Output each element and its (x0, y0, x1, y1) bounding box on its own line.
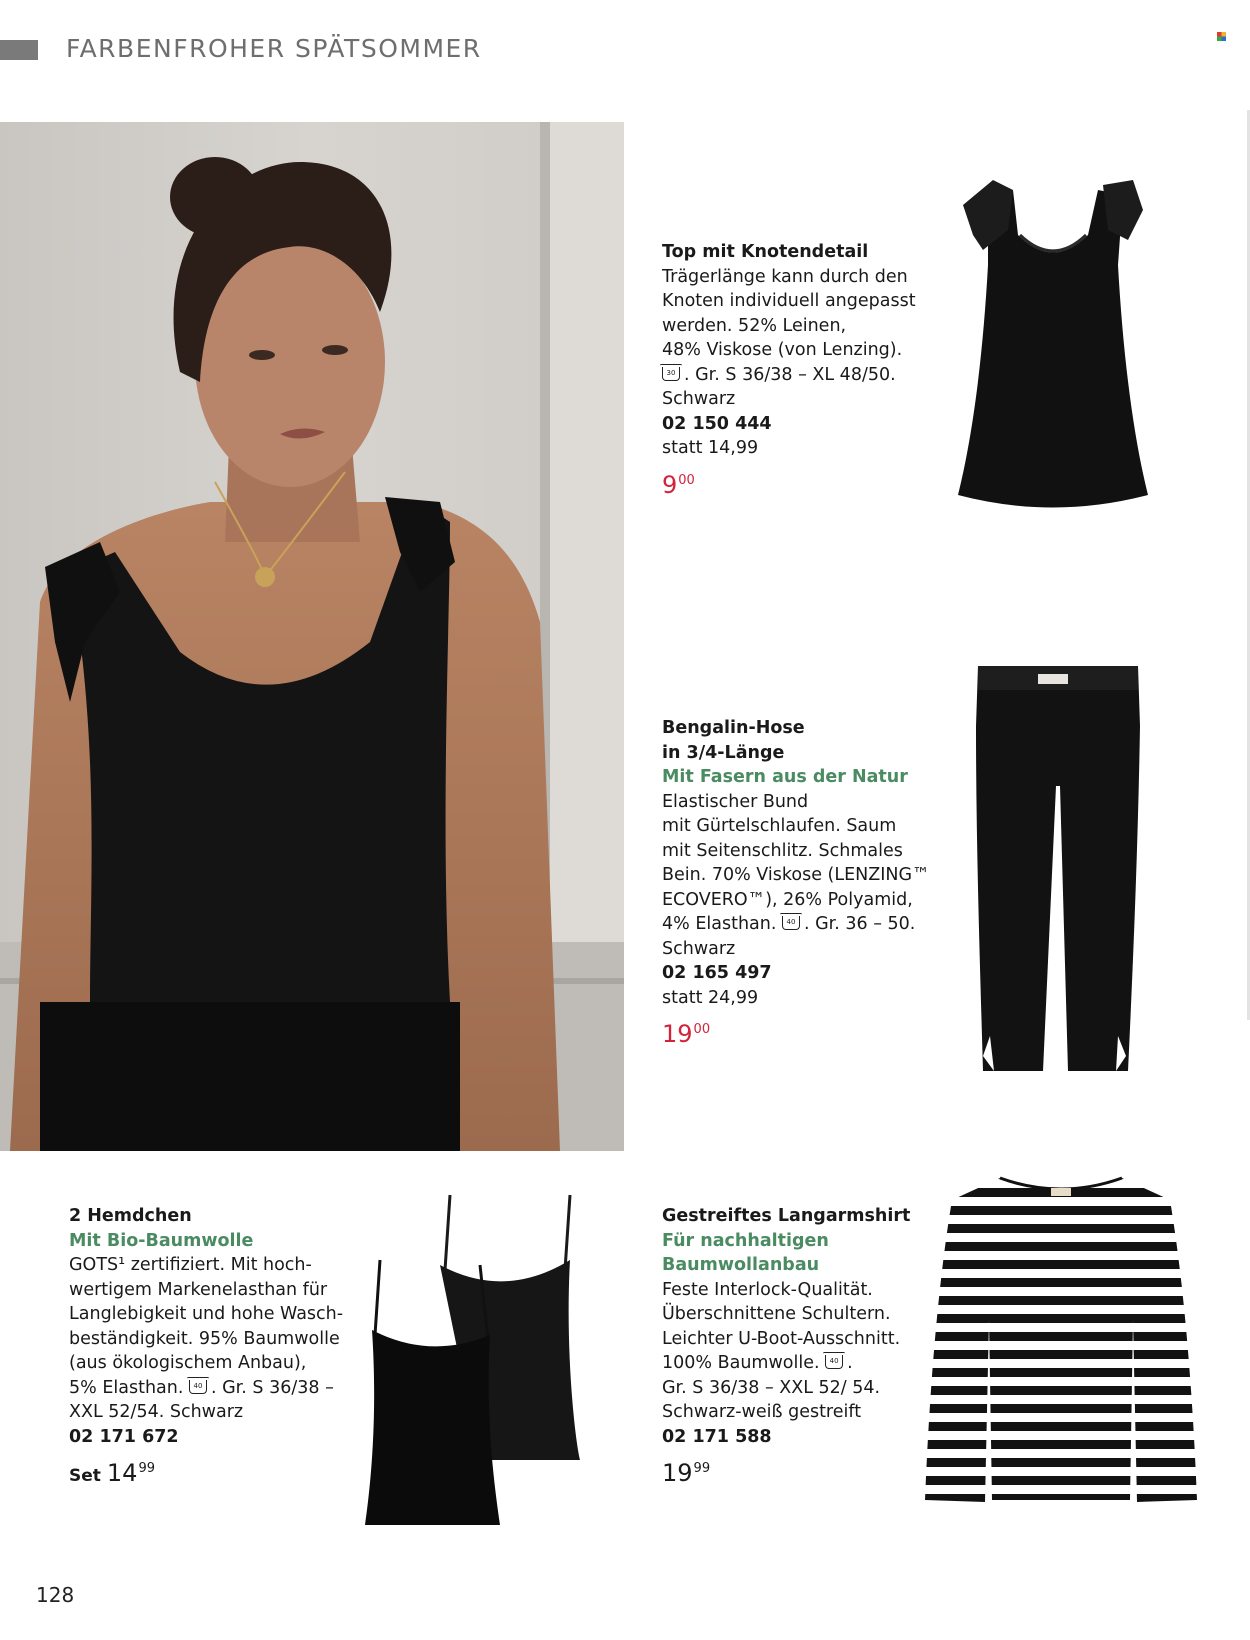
page-number: 128 (36, 1583, 75, 1607)
description-line: GOTS¹ zertifiziert. Mit hoch- (69, 1255, 312, 1275)
size-line: 30 . Gr. S 36/38 – XL 48/50. (662, 363, 916, 388)
description-line: Leichter U-Boot-Ausschnitt. (662, 1328, 901, 1349)
product-name: Gestreiftes Langarmshirt (662, 1206, 911, 1226)
product-striped-longsleeve (662, 1204, 910, 1489)
old-price: statt 24,99 (662, 987, 759, 1008)
product-subtitle: Mit Fasern aus der Natur (662, 767, 908, 787)
description-line: Feste Interlock-Qualität. (662, 1279, 873, 1300)
description-line: Bein. 70% Viskose (LENZING™ (662, 865, 930, 885)
page-title: FARBENFROHER SPÄTSOMMER (66, 34, 482, 63)
product-subtitle: Für nachhaltigen (662, 1230, 829, 1251)
color-name: Schwarz-weiß gestreift (662, 1402, 862, 1422)
sale-price: $9^{00}$ (662, 470, 695, 499)
description-line: Elastischer Bund (662, 791, 809, 812)
article-number: 02 171 588 (662, 1426, 772, 1447)
description-line: Trägerlänge kann durch den (662, 266, 908, 287)
brand-logo-icon (1217, 32, 1226, 41)
product-name: 2 Hemdchen (69, 1206, 192, 1226)
product-name: Top mit Knotendetail (662, 242, 869, 262)
color-name: Schwarz (662, 938, 736, 959)
wash-40-icon: 40 (189, 1380, 207, 1394)
product-subtitle: Mit Bio-Baumwolle (69, 1230, 254, 1251)
wash-40-icon: 40 (825, 1355, 843, 1369)
article-number: 02 150 444 (662, 413, 772, 434)
description-line: ECOVERO™), 26% Polyamid, (662, 889, 913, 910)
description-line: mit Gürtelschlaufen. Saum (662, 816, 897, 836)
description-line: (aus ökologischem Anbau), (69, 1353, 307, 1373)
set-price: Set $14^{99}$ (69, 1459, 155, 1487)
product-image-top (958, 175, 1148, 515)
old-price: statt 14,99 (662, 438, 759, 458)
size-line: 5% Elasthan. 40 . Gr. S 36/38 – (69, 1377, 334, 1398)
size-line: 100% Baumwolle. 40 . (662, 1353, 853, 1373)
product-bengalin-pants (662, 716, 930, 1050)
description-line: 48% Viskose (von Lenzing). (662, 340, 903, 360)
product-image-longsleeve (925, 1170, 1197, 1510)
description-line: wertigem Markenelasthan für (69, 1279, 328, 1300)
product-camisole-set (69, 1204, 343, 1492)
set-label: Set (69, 1466, 101, 1486)
size-line: Gr. S 36/38 – XXL 52/ 54. (662, 1377, 881, 1398)
product-name: in 3/4-Länge (662, 742, 785, 763)
product-subtitle: Baumwollanbau (662, 1255, 820, 1275)
description-line: Überschnittene Schultern. (662, 1304, 891, 1324)
description-line: werden. 52% Leinen, (662, 315, 847, 336)
description-line: beständigkeit. 95% Baumwolle (69, 1328, 340, 1349)
header-accent-bar (0, 40, 38, 60)
description-line: Knoten individuell angepasst (662, 291, 916, 311)
article-number: 02 171 672 (69, 1426, 179, 1447)
price: $19^{99}$ (662, 1459, 711, 1487)
product-top-knot (662, 240, 916, 501)
model-photo (0, 122, 624, 1151)
product-name: Bengalin-Hose (662, 718, 805, 738)
description-line: Langlebigkeit und hohe Wasch- (69, 1304, 344, 1324)
wash-40-icon: 40 (782, 916, 800, 930)
sale-price: $19^{00}$ (662, 1020, 711, 1048)
size-line: 4% Elasthan. 40 . Gr. 36 – 50. (662, 914, 916, 934)
article-number: 02 165 497 (662, 963, 772, 983)
color-name: Schwarz (662, 389, 736, 409)
product-image-pants (968, 666, 1148, 1076)
wash-30-icon: 30 (662, 367, 680, 381)
description-line: mit Seitenschlitz. Schmales (662, 840, 903, 861)
size-line: XXL 52/54. Schwarz (69, 1402, 244, 1422)
product-image-camisoles (360, 1190, 600, 1530)
